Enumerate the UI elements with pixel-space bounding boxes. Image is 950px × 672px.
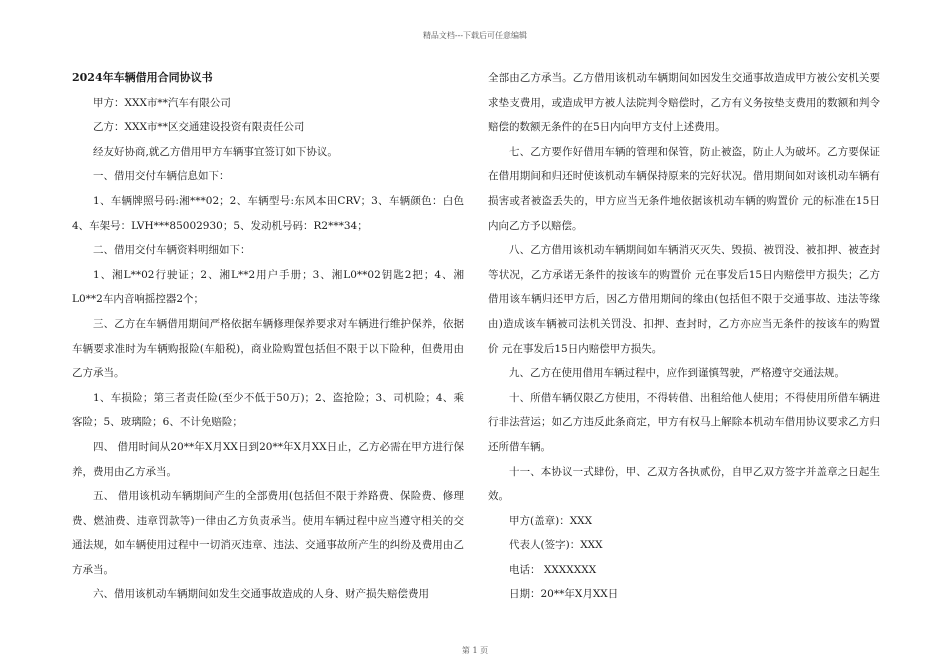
preamble: 经友好协商,就乙方借用甲方车辆事宜签订如下协议。	[93, 145, 338, 158]
paragraph: 七、乙方要作好借用车辆的管理和保管，防止被盗，防止人为破坏。乙方要保证在借用期间和归还时使该机动车辆保持原来的完好状况。借用期间如对该机动车辆有损害或者被盗丢失的，甲方应当无条件地依据该机动车辆的购置价 元的标准在15日内向乙方予以赔偿。	[488, 145, 880, 232]
document-title: 2024年车辆借用合同协议书	[72, 71, 213, 84]
paragraph: 九、乙方在使用借用车辆过程中，应作到谨慎驾驶，严格遵守交通法规。	[509, 367, 845, 380]
paragraph: 1、车辆牌照号码:湘***02；2、车辆型号:东风本田CRV；3、车辆颜色：白色 4、车架号：LVH***85002930；5、发动机号码：R2***34；	[72, 194, 464, 232]
paragraph: 1、湘L**02行驶证；2、湘L**2用户手册；3、湘L0**02钥匙2把；4、湘L0**2车内音响摇控器2个；	[72, 268, 464, 306]
section-heading: 一、借用交付车辆信息如下：	[93, 170, 230, 183]
signature-representative: 代表人(签字)：XXX	[509, 539, 603, 552]
paragraph: 五、 借用该机动车辆期间产生的全部费用(包括但不限于养路费、保险费、修理费、燃油费、违章罚款等)一律由乙方负责承当。使用车辆过程中应当遵守相关的交通法规，如车辆使用过程中一切消灭违章、违法、交通事故所产生的纠纷及费用由乙方承当。	[72, 490, 464, 576]
signature-date: 日期：20**年X月XX日	[509, 588, 619, 601]
paragraph: 十、所借车辆仅限乙方使用，不得转借、出租给他人使用；不得使用所借车辆进行非法营运；如乙方违反此条商定，甲方有权马上解除本机动车借用协议要求乙方归还所借车辆。	[488, 391, 880, 453]
paragraph: 三、乙方在车辆借用期间严格依据车辆修理保养要求对车辆进行维护保养，依据车辆要求准时为车辆购报险(车船税)，商业险购置包括但不限于以下险种，但费用由乙方承当。	[72, 317, 464, 380]
page-header: 精品文档---下载后可任意编辑	[422, 31, 528, 40]
paragraph: 全部由乙方承当。乙方借用该机动车辆期间如因发生交通事故造成甲方被公安机关要求垫支费用，或造成甲方被人法院判令赔偿时，乙方有义务按垫支费用的数额和判令赔偿的数额无条件的在5日内向甲方支付上述费用。	[488, 72, 880, 134]
section-heading: 二、借用交付车辆资料明细如下：	[93, 244, 251, 257]
signature-phone: 电话： XXXXXXX	[509, 563, 597, 576]
paragraph: 六、借用该机动车辆期间如发生交通事故造成的人身、财产损失赔偿费用	[93, 588, 429, 601]
right-column	[488, 66, 880, 607]
paragraph: 十一、本协议一式肆份，甲、乙双方各执贰份，自甲乙双方签字并盖章之日起生效。	[488, 465, 880, 503]
signature-party-a: 甲方(盖章)：XXX	[509, 514, 593, 527]
paragraph: 八、乙方借用该机动车辆期间如车辆消灭灭失、毁损、被罚没、被扣押、被查封等状况，乙方承诺无条件的按该车的购置价 元在事发后15日内赔偿甲方损失；乙方借用该车辆归还甲方后，因乙方借用期间的缘由(包括但不限于交通事故、违法等缘由)造成该车辆被司法机关罚没、扣押、查封时，乙方亦应当无条件的按该车的购置价 元在事发后15日内赔偿甲方损失。	[488, 244, 880, 355]
left-column	[72, 66, 464, 607]
paragraph: 四、 借用时间从20**年X月XX日到20**年X月XX日止，乙方必需在甲方进行保养，费用由乙方承当。	[72, 440, 464, 478]
party-b: 乙方：XXX市**区交通建设投资有限责任公司	[93, 121, 305, 134]
page-footer: 第 1 页	[461, 646, 489, 655]
paragraph: 1、车损险；第三者责任险(至少不低于50万)；2、盗抢险；3、司机险；4、乘客险；5、玻璃险；6、不计免赔险；	[72, 391, 464, 429]
party-a: 甲方：XXX市**汽车有限公司	[93, 96, 231, 109]
